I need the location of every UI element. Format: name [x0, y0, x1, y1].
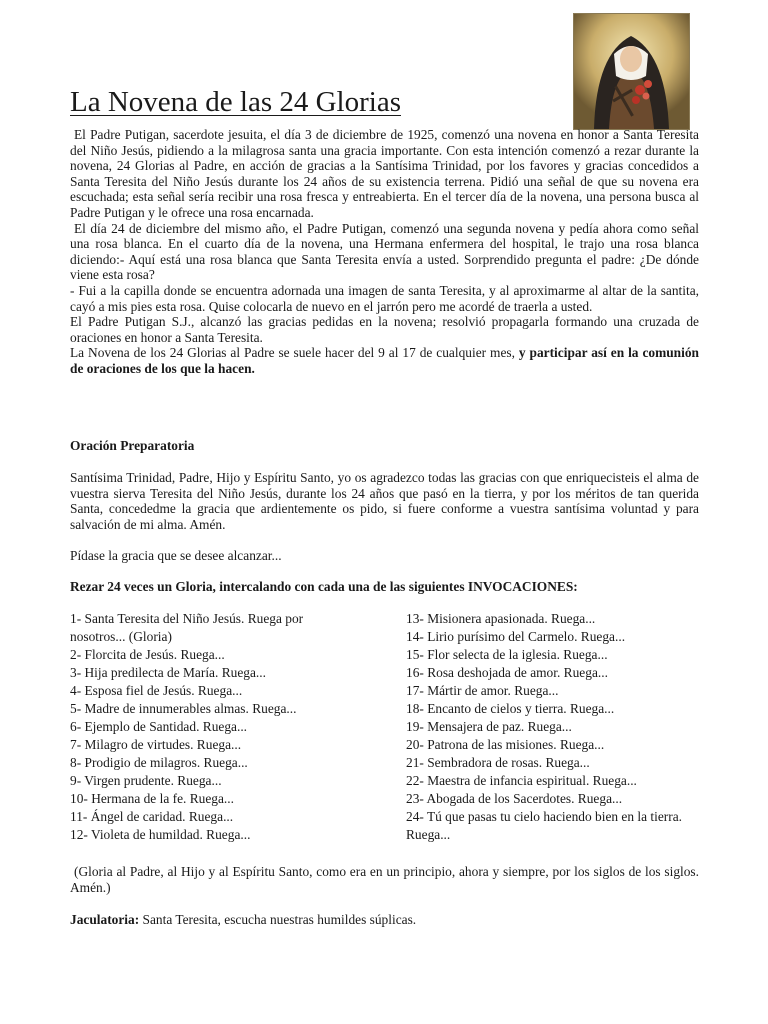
list-item: 22- Maestra de infancia espiritual. Ruega... — [406, 773, 637, 788]
gloria-closing — [70, 864, 699, 895]
intro-paragraph-5: La Novena de los 24 Glorias al Padre se suele hacer del 9 al 17 de cualquier mes, y participar así en la comunión de oraciones de los que la hacen. — [70, 345, 699, 376]
list-item: 9- Virgen prudente. Ruega... — [70, 773, 222, 788]
gloria-text: (Gloria al Padre, al Hijo y al Espíritu Santo, como era en un principio, ahora y siempre, por los siglos de los siglos. Amén.) — [70, 864, 699, 895]
intro-paragraph-4: El Padre Putigan S.J., alcanzó las gracias pedidas en la novena; resolvió propagarla formando una cruzada de oraciones en honor a Santa Teresita. — [70, 314, 699, 345]
list-item: 2- Florcita de Jesús. Ruega... — [70, 647, 225, 662]
saint-portrait — [573, 13, 690, 130]
list-item: 20- Patrona de las misiones. Ruega... — [406, 737, 605, 752]
list-item: 17- Mártir de amor. Ruega... — [406, 683, 559, 698]
list-item: 23- Abogada de los Sacerdotes. Ruega... — [406, 791, 623, 806]
intro-paragraph-1: El Padre Putigan, sacerdote jesuita, el día 3 de diciembre de 1925, comenzó una novena en honor a Santa Teresita del Niño Jesús, pidiendo a la milagrosa santa una gracia importante. Con esta intención comenzó a rezar durante la novena, 24 Glorias al Padre, en acción de gracias a la Santísima Trinidad, por los favores y gracias concedidos a Santa Teresita del Niño Jesús durante los 24 años de su existencia terrena. Pidió una señal de que su novena era escuchada; esta señal sería recibir una rosa fresca y entreabierta. En el tercer día de la novena, una persona busca al Padre Putigan y le ofrece una rosa encarnada. — [70, 127, 699, 220]
list-item: 19- Mensajera de paz. Ruega... — [406, 719, 572, 734]
jaculatoria — [70, 912, 416, 928]
page-title: La Novena de las 24 Glorias — [70, 86, 401, 118]
list-item: 13- Misionera apasionada. Ruega... — [406, 611, 596, 626]
list-item: 15- Flor selecta de la iglesia. Ruega... — [406, 647, 608, 662]
jaculatoria-text: Santa Teresita, escucha nuestras humildes súplicas. — [139, 912, 417, 927]
list-item: 5- Madre de innumerables almas. Ruega... — [70, 701, 297, 716]
jaculatoria-label: Jaculatoria: — [70, 912, 140, 927]
list-item: 8- Prodigio de milagros. Ruega... — [70, 755, 248, 770]
list-item: 12- Violeta de humildad. Ruega... — [70, 827, 251, 842]
list-item: 3- Hija predilecta de María. Ruega... — [70, 665, 266, 680]
list-item: 7- Milagro de virtudes. Ruega... — [70, 737, 242, 752]
list-item: 1- Santa Teresita del Niño Jesús. Ruega por nosotros... (Gloria) — [70, 611, 304, 644]
intro-paragraph-3: - Fui a la capilla donde se encuentra adornada una imagen de santa Teresita, y al aproximarme al altar de la santita, cayó a mis pies esta rosa. Quise colocarla de nuevo en el jarrón pero me acordé de traerla a usted. — [70, 282, 699, 314]
list-item: 11- Ángel de caridad. Ruega... — [70, 809, 234, 824]
list-item: 24- Tú que pasas tu cielo haciendo bien en la tierra. Ruega... — [406, 809, 683, 842]
list-item: 18- Encanto de cielos y tierra. Ruega... — [406, 701, 615, 716]
list-item: 21- Sembradora de rosas. Ruega... — [406, 755, 590, 770]
list-item: 6- Ejemplo de Santidad. Ruega... — [70, 719, 248, 734]
list-item: 4- Esposa fiel de Jesús. Ruega... — [70, 683, 243, 698]
prayer-text: Santísima Trinidad, Padre, Hijo y Espíritu Santo, yo os agradezco todas las gracias con que enriquecisteis el alma de vuestra sierva Teresita del Niño Jesús, durante los 24 años que pasó en la tierra, y por los méritos de tan querida Santa, concededme la gracia que ardientemente os pido, si fuere conforme a vuestra santísima voluntad y para salvación de mi alma. Amén. — [70, 470, 699, 532]
list-item: 14- Lirio purísimo del Carmelo. Ruega... — [406, 629, 626, 644]
prayer-heading: Oración Preparatoria — [70, 438, 195, 453]
list-item: 16- Rosa deshojada de amor. Ruega... — [406, 665, 608, 680]
intro-section — [70, 127, 699, 377]
grace-request: Pídase la gracia que se desee alcanzar... — [70, 548, 282, 563]
invocations-right-column — [406, 610, 701, 844]
list-item: 10- Hermana de la fe. Ruega... — [70, 791, 234, 806]
invocations-left-column — [70, 610, 350, 844]
intro-paragraph-2: El día 24 de diciembre del mismo año, el Padre Putigan, comenzó una segunda novena y pedía ahora como señal una rosa blanca. En el cuarto día de la novena, una Hermana enfermera del hospital, le trajo una rosa blanca diciendo:- Aquí está una rosa blanca que Santa Teresita envía a usted. Sorprendido pregunta el padre: ¿De dónde viene esta rosa? — [70, 220, 699, 283]
invocations-heading: Rezar 24 veces un Gloria, intercalando con cada una de las siguientes INVOCACIONES: — [70, 579, 578, 594]
